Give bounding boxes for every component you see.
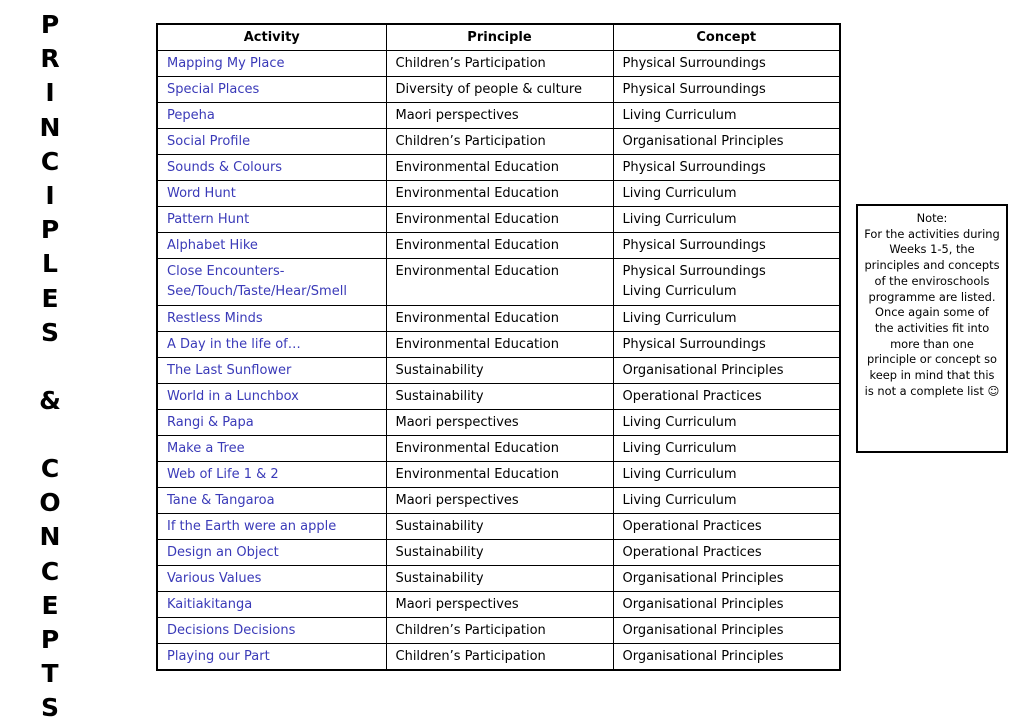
table-row [158, 233, 839, 259]
table-header-row [158, 25, 839, 51]
principle-cell: Maori perspectives [386, 103, 613, 129]
table-row [158, 306, 839, 332]
table-row [158, 181, 839, 207]
concept-cell: Physical Surroundings [613, 233, 839, 259]
table-row [158, 155, 839, 181]
concept-cell: Living Curriculum [613, 306, 839, 332]
side-title-letter: I [45, 180, 55, 210]
concept-cell: Living Curriculum [613, 181, 839, 207]
side-title-letter: C [40, 556, 60, 586]
principle-cell: Maori perspectives [386, 592, 613, 618]
table-row [158, 488, 839, 514]
principle-cell: Environmental Education [386, 436, 613, 462]
activity-cell: Design an Object [158, 540, 386, 566]
principle-cell: Children’s Participation [386, 644, 613, 670]
table-row [158, 259, 839, 306]
principle-cell: Environmental Education [386, 259, 613, 306]
note-body: For the activities during Weeks 1-5, the principles and concepts of the enviroschools programme are listed. Once again some of the activities fit into more than one principle or concept so keep in mind that this is not a complete list ☺ [864, 226, 1000, 398]
concept-cell: Organisational Principles [613, 566, 839, 592]
table-row [158, 51, 839, 77]
side-title-letter: N [39, 112, 61, 142]
concept-cell: Living Curriculum [613, 462, 839, 488]
concept-cell: Organisational Principles [613, 618, 839, 644]
concept-cell: Living Curriculum [613, 488, 839, 514]
side-title-letter: R [40, 44, 60, 74]
table-row [158, 384, 839, 410]
concept-cell: Organisational Principles [613, 644, 839, 670]
principle-cell: Environmental Education [386, 306, 613, 332]
principle-cell: Environmental Education [386, 233, 613, 259]
concept-line-2: Living Curriculum [622, 284, 737, 299]
principle-cell: Children’s Participation [386, 129, 613, 155]
principle-cell: Sustainability [386, 358, 613, 384]
principle-cell: Children’s Participation [386, 618, 613, 644]
concept-cell: Physical Surroundings [613, 155, 839, 181]
principle-cell: Sustainability [386, 384, 613, 410]
activity-cell: Pattern Hunt [158, 207, 386, 233]
table-row [158, 462, 839, 488]
table-row [158, 592, 839, 618]
table-row [158, 644, 839, 670]
concept-line-1: Physical Surroundings [622, 264, 766, 279]
concept-cell: Living Curriculum [613, 207, 839, 233]
concept-cell: Living Curriculum [613, 410, 839, 436]
activity-cell: Special Places [158, 77, 386, 103]
principle-cell: Environmental Education [386, 332, 613, 358]
side-title-letter: P [40, 625, 60, 654]
side-title-letter: C [40, 454, 60, 484]
activity-cell: Make a Tree [158, 436, 386, 462]
side-title-letter: L [42, 249, 58, 279]
activity-cell: Alphabet Hike [158, 233, 386, 259]
principle-cell: Environmental Education [386, 181, 613, 207]
table-row [158, 566, 839, 592]
concept-cell: Organisational Principles [613, 129, 839, 155]
header-principle: Principle [386, 25, 613, 51]
table-row [158, 514, 839, 540]
concept-cell: Operational Practices [613, 514, 839, 540]
table-row [158, 332, 839, 358]
activity-cell: Sounds & Colours [158, 155, 386, 181]
activity-cell: Pepeha [158, 103, 386, 129]
side-title-letter: N [39, 522, 61, 552]
side-title-letter: P [40, 215, 60, 245]
side-title-principles-concepts [30, 8, 70, 726]
principle-cell: Environmental Education [386, 155, 613, 181]
side-title-letter: C [40, 146, 60, 176]
activity-cell: Social Profile [158, 129, 386, 155]
activity-line-2: See/Touch/Taste/Hear/Smell [167, 284, 347, 299]
table-row [158, 410, 839, 436]
principle-cell: Environmental Education [386, 207, 613, 233]
activity-cell [158, 259, 386, 306]
concept-cell: Living Curriculum [613, 103, 839, 129]
table-row [158, 618, 839, 644]
principle-cell: Environmental Education [386, 462, 613, 488]
principle-cell: Sustainability [386, 566, 613, 592]
activity-cell: Rangi & Papa [158, 410, 386, 436]
principle-cell: Sustainability [386, 514, 613, 540]
concept-cell: Organisational Principles [613, 592, 839, 618]
concept-cell: Physical Surroundings [613, 332, 839, 358]
activity-cell: Mapping My Place [158, 51, 386, 77]
activity-cell: A Day in the life of… [158, 332, 386, 358]
table-row [158, 103, 839, 129]
header-concept: Concept [613, 25, 839, 51]
table-row [158, 436, 839, 462]
activity-cell: If the Earth were an apple [158, 514, 386, 540]
concept-cell: Organisational Principles [613, 358, 839, 384]
activity-cell: Web of Life 1 & 2 [158, 462, 386, 488]
activities-table [158, 25, 839, 669]
table-row [158, 358, 839, 384]
note-title: Note: [916, 211, 948, 225]
note-box [856, 204, 1008, 453]
side-title-ampersand: & [39, 385, 61, 415]
side-title-letter: S [40, 317, 59, 347]
activities-table-container [156, 23, 841, 671]
side-title-letter: S [40, 693, 59, 723]
activity-cell: Playing our Part [158, 644, 386, 670]
activity-cell: Decisions Decisions [158, 618, 386, 644]
activity-cell: Restless Minds [158, 306, 386, 332]
activity-cell: The Last Sunflower [158, 358, 386, 384]
activity-cell: Kaitiakitanga [158, 592, 386, 618]
principle-cell: Maori perspectives [386, 410, 613, 436]
activity-cell: Tane & Tangaroa [158, 488, 386, 514]
principle-cell: Sustainability [386, 540, 613, 566]
table-row [158, 129, 839, 155]
concept-cell [613, 259, 839, 306]
activity-cell: Word Hunt [158, 181, 386, 207]
concept-cell: Operational Practices [613, 540, 839, 566]
header-activity: Activity [158, 25, 386, 51]
concept-cell: Physical Surroundings [613, 51, 839, 77]
activity-cell: World in a Lunchbox [158, 384, 386, 410]
principle-cell: Children’s Participation [386, 51, 613, 77]
activity-cell: Various Values [158, 566, 386, 592]
side-title-letter: O [39, 488, 61, 518]
side-title-letter: E [41, 590, 59, 620]
table-row [158, 77, 839, 103]
concept-cell: Physical Surroundings [613, 77, 839, 103]
principle-cell: Maori perspectives [386, 488, 613, 514]
principle-cell: Diversity of people & culture [386, 77, 613, 103]
side-title-letter: T [41, 659, 59, 689]
activity-line-1: Close Encounters- [167, 264, 285, 279]
table-row [158, 540, 839, 566]
table-row [158, 207, 839, 233]
concept-cell: Living Curriculum [613, 436, 839, 462]
concept-cell: Operational Practices [613, 384, 839, 410]
side-title-letter: E [41, 283, 59, 313]
side-title-letter: I [45, 78, 55, 108]
side-title-letter: P [40, 10, 60, 39]
